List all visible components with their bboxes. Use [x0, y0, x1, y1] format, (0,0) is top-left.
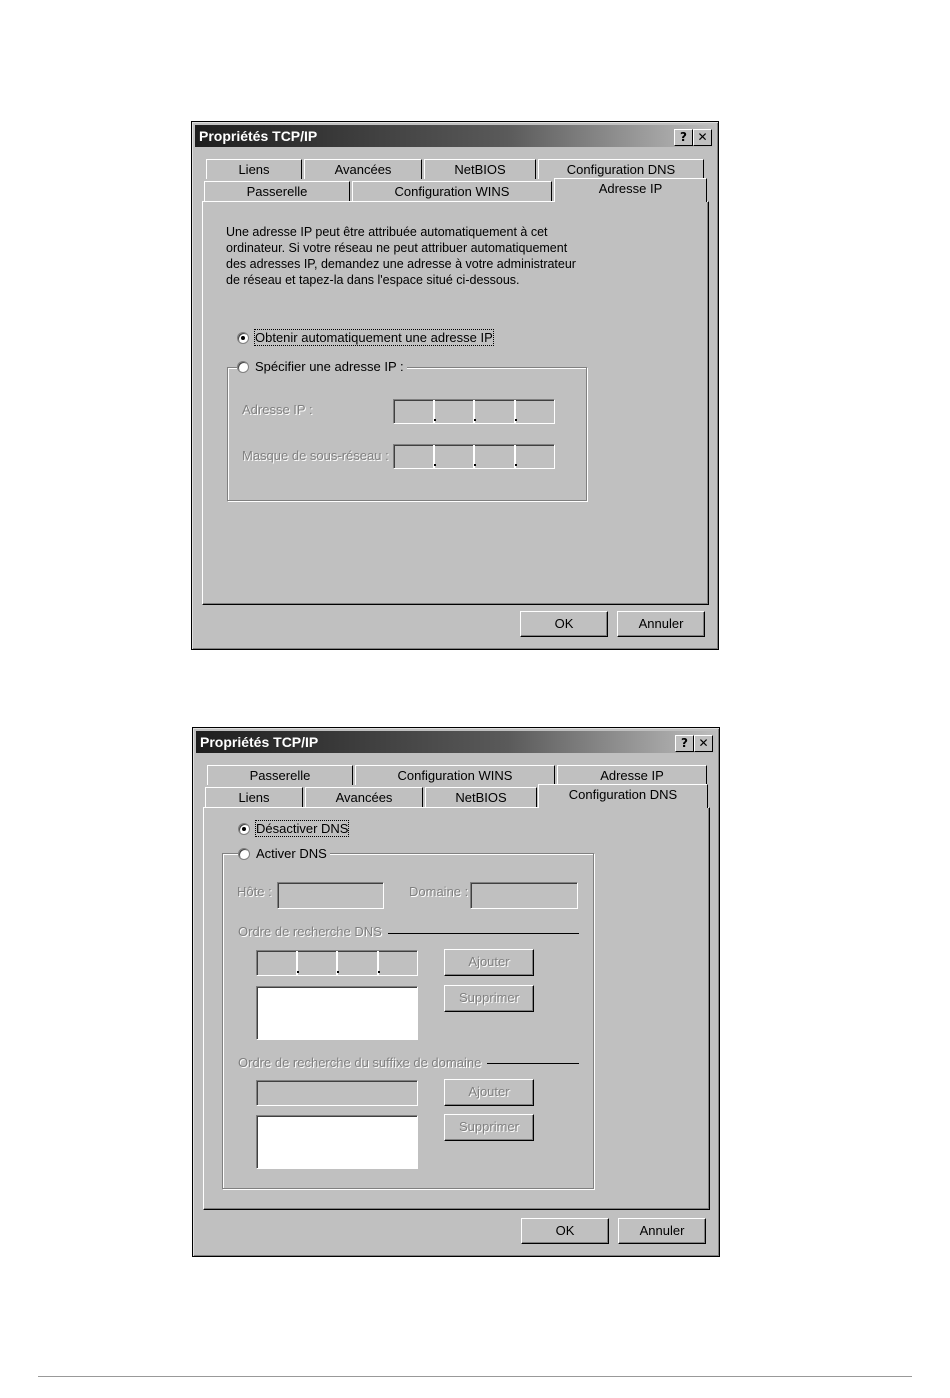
add-dns-button[interactable]: Ajouter: [444, 949, 534, 976]
tab-configuration-wins[interactable]: Configuration WINS: [352, 181, 552, 201]
domain-suffix-input[interactable]: [256, 1080, 418, 1106]
tab-netbios[interactable]: NetBIOS: [425, 787, 537, 807]
radio-enable-label: Activer DNS: [256, 846, 327, 861]
radio-unselected-icon: [238, 848, 250, 860]
dialog-title: Propriétés TCP/IP: [200, 734, 319, 750]
dns-server-input[interactable]: [256, 950, 418, 976]
tab-configuration-wins[interactable]: Configuration WINS: [355, 765, 555, 785]
domain-input[interactable]: [470, 882, 578, 909]
tab-passerelle[interactable]: Passerelle: [207, 765, 353, 785]
tab-panel: [202, 201, 709, 605]
cancel-button[interactable]: Annuler: [617, 611, 705, 637]
specify-ip-group: [227, 367, 587, 501]
suffix-order-label: Ordre de recherche du suffixe de domaine: [238, 1055, 487, 1070]
tab-passerelle[interactable]: Passerelle: [204, 181, 350, 201]
close-icon[interactable]: ✕: [693, 129, 712, 146]
radio-unselected-icon: [237, 361, 249, 373]
domain-label: Domaine :: [409, 884, 469, 899]
radio-auto-label: Obtenir automatiquement une adresse IP: [255, 330, 493, 345]
radio-specify-ip[interactable]: [237, 359, 407, 374]
radio-selected-icon: [237, 332, 249, 344]
tab-liens[interactable]: Liens: [206, 159, 302, 179]
page-divider: [38, 1376, 912, 1377]
description-text: Une adresse IP peut être attribuée automatiquement à cet ordinateur. Si votre réseau ne peut attribuer automatiquement des adresses IP, demandez une adresse à votre administrateur de réseau et tapez-la dans l'espace situé ci-dessous.: [226, 225, 576, 287]
radio-disable-dns[interactable]: [238, 821, 351, 836]
host-label: Hôte :: [237, 884, 272, 899]
tab-configuration-dns[interactable]: Configuration DNS: [538, 784, 708, 808]
ip-address-label: Adresse IP :: [242, 402, 313, 417]
title-bar[interactable]: [196, 731, 716, 753]
dns-server-list[interactable]: [256, 986, 418, 1040]
radio-enable-dns[interactable]: [238, 846, 330, 861]
tcpip-dialog-dns: [192, 727, 720, 1257]
dns-order-label: Ordre de recherche DNS: [238, 924, 388, 939]
help-button[interactable]: ?: [674, 129, 693, 146]
radio-disable-label: Désactiver DNS: [256, 821, 349, 836]
add-suffix-button[interactable]: Ajouter: [444, 1079, 534, 1106]
radio-specify-label: Spécifier une adresse IP :: [255, 359, 404, 374]
remove-suffix-button[interactable]: Supprimer: [444, 1114, 534, 1141]
title-bar[interactable]: [195, 125, 715, 147]
radio-obtain-ip-auto[interactable]: [237, 330, 496, 345]
tab-avancees[interactable]: Avancées: [304, 159, 422, 179]
help-button[interactable]: ?: [675, 735, 694, 752]
close-icon[interactable]: ✕: [694, 735, 713, 752]
dialog-title: Propriétés TCP/IP: [199, 128, 318, 144]
tab-avancees[interactable]: Avancées: [305, 787, 423, 807]
tcpip-dialog-ip: [191, 121, 719, 650]
subnet-mask-input[interactable]: [393, 444, 555, 469]
tab-adresse-ip[interactable]: Adresse IP: [557, 765, 707, 785]
tab-panel: [203, 807, 710, 1210]
tab-configuration-dns[interactable]: Configuration DNS: [538, 159, 704, 179]
tab-liens[interactable]: Liens: [205, 787, 303, 807]
remove-dns-button[interactable]: Supprimer: [444, 985, 534, 1012]
domain-suffix-list[interactable]: [256, 1115, 418, 1169]
tab-netbios[interactable]: NetBIOS: [424, 159, 536, 179]
tab-adresse-ip[interactable]: Adresse IP: [554, 178, 707, 202]
ip-address-input[interactable]: [393, 399, 555, 424]
cancel-button[interactable]: Annuler: [618, 1218, 706, 1244]
ok-button[interactable]: OK: [520, 611, 608, 637]
subnet-mask-label: Masque de sous-réseau :: [242, 448, 389, 463]
host-input[interactable]: [277, 882, 384, 909]
ok-button[interactable]: OK: [521, 1218, 609, 1244]
radio-selected-icon: [238, 823, 250, 835]
